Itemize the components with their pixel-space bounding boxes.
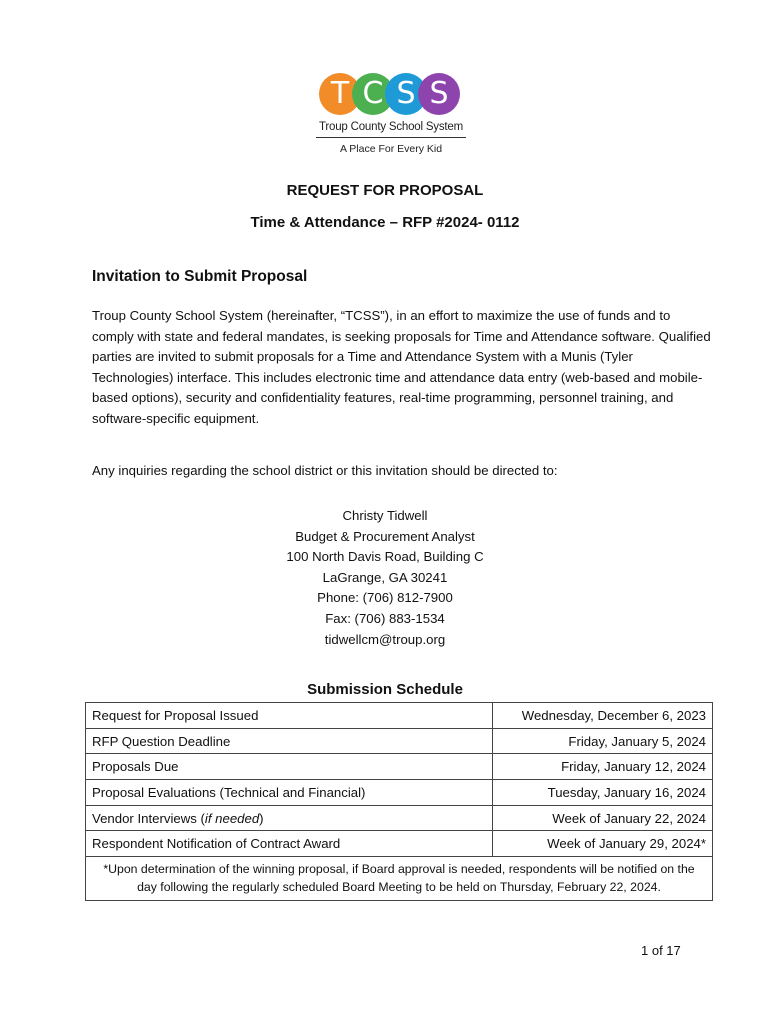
schedule-event: Request for Proposal Issued: [86, 703, 493, 729]
submission-schedule-table: [85, 702, 713, 901]
table-row: [86, 754, 713, 780]
contact-address-line2: LaGrange, GA 30241: [322, 569, 448, 585]
schedule-event-prefix: Vendor Interviews (: [92, 810, 205, 826]
schedule-event: Proposal Evaluations (Technical and Financial): [86, 780, 493, 806]
logo-circle-c: C: [352, 73, 394, 115]
schedule-event: Respondent Notification of Contract Award: [86, 831, 493, 857]
document-subtitle: Time & Attendance – RFP #2024- 0112: [250, 214, 520, 231]
schedule-event: Proposals Due: [86, 754, 493, 780]
contact-address-line1: 100 North Davis Road, Building C: [286, 549, 484, 565]
page-number: 1 of 17: [641, 943, 681, 958]
contact-email[interactable]: tidwellcm@troup.org: [324, 631, 446, 647]
schedule-date: Week of January 29, 2024*: [493, 831, 713, 857]
schedule-event-suffix: ): [259, 810, 264, 826]
schedule-date: Wednesday, December 6, 2023: [493, 703, 713, 729]
schedule-date: Friday, January 5, 2024: [493, 728, 713, 754]
contact-fax: Fax: (706) 883-1534: [325, 610, 445, 626]
schedule-footnote: *Upon determination of the winning proposal, if Board approval is needed, respondents will be notified on the day following the regularly scheduled Board Meeting to be held on Thursday, February 22, 2024.: [86, 857, 713, 901]
schedule-date: Week of January 22, 2024: [493, 805, 713, 831]
schedule-event-italic: if needed: [204, 810, 260, 826]
table-row: [86, 703, 713, 729]
schedule-heading: Submission Schedule: [307, 681, 463, 698]
logo-divider: [316, 137, 466, 138]
contact-block: [0, 506, 770, 650]
document-title: REQUEST FOR PROPOSAL: [286, 182, 484, 199]
schedule-date: Friday, January 12, 2024: [493, 754, 713, 780]
logo-organization-name: Troup County School System: [319, 121, 463, 133]
logo-circle-t: T: [319, 73, 361, 115]
logo-tagline: A Place For Every Kid: [339, 143, 443, 155]
schedule-event: [86, 805, 493, 831]
contact-title: Budget & Procurement Analyst: [295, 528, 475, 544]
table-row: [86, 780, 713, 806]
tcss-logo: [314, 73, 463, 155]
contact-name: Christy Tidwell: [342, 508, 428, 523]
table-row: [86, 728, 713, 754]
logo-letter-circles: [314, 73, 456, 117]
table-row: [86, 831, 713, 857]
table-row: [86, 805, 713, 831]
logo-circle-s1: S: [385, 73, 427, 115]
schedule-date: Tuesday, January 16, 2024: [493, 780, 713, 806]
logo-circle-s2: S: [418, 73, 460, 115]
contact-phone: Phone: (706) 812-7900: [317, 590, 453, 606]
table-row: [86, 857, 713, 901]
invitation-heading: Invitation to Submit Proposal: [92, 268, 308, 285]
inquiries-text: Any inquiries regarding the school district or this invitation should be directed to:: [92, 463, 558, 478]
schedule-event: RFP Question Deadline: [86, 728, 493, 754]
invitation-body: Troup County School System (hereinafter, “TCSS”), in an effort to maximize the use of funds and to comply with state and federal mandates, is seeking proposals for Time and Attendance software. Qualified parties are invited to submit proposals for a Time and Attendance System with a Munis (Tyler Technologies) interface. This includes electronic time and attendance data entry (web-based and mobile-based options), security and confidentiality features, real-time programming, personnel training, and software-specific equipment.: [92, 308, 711, 426]
